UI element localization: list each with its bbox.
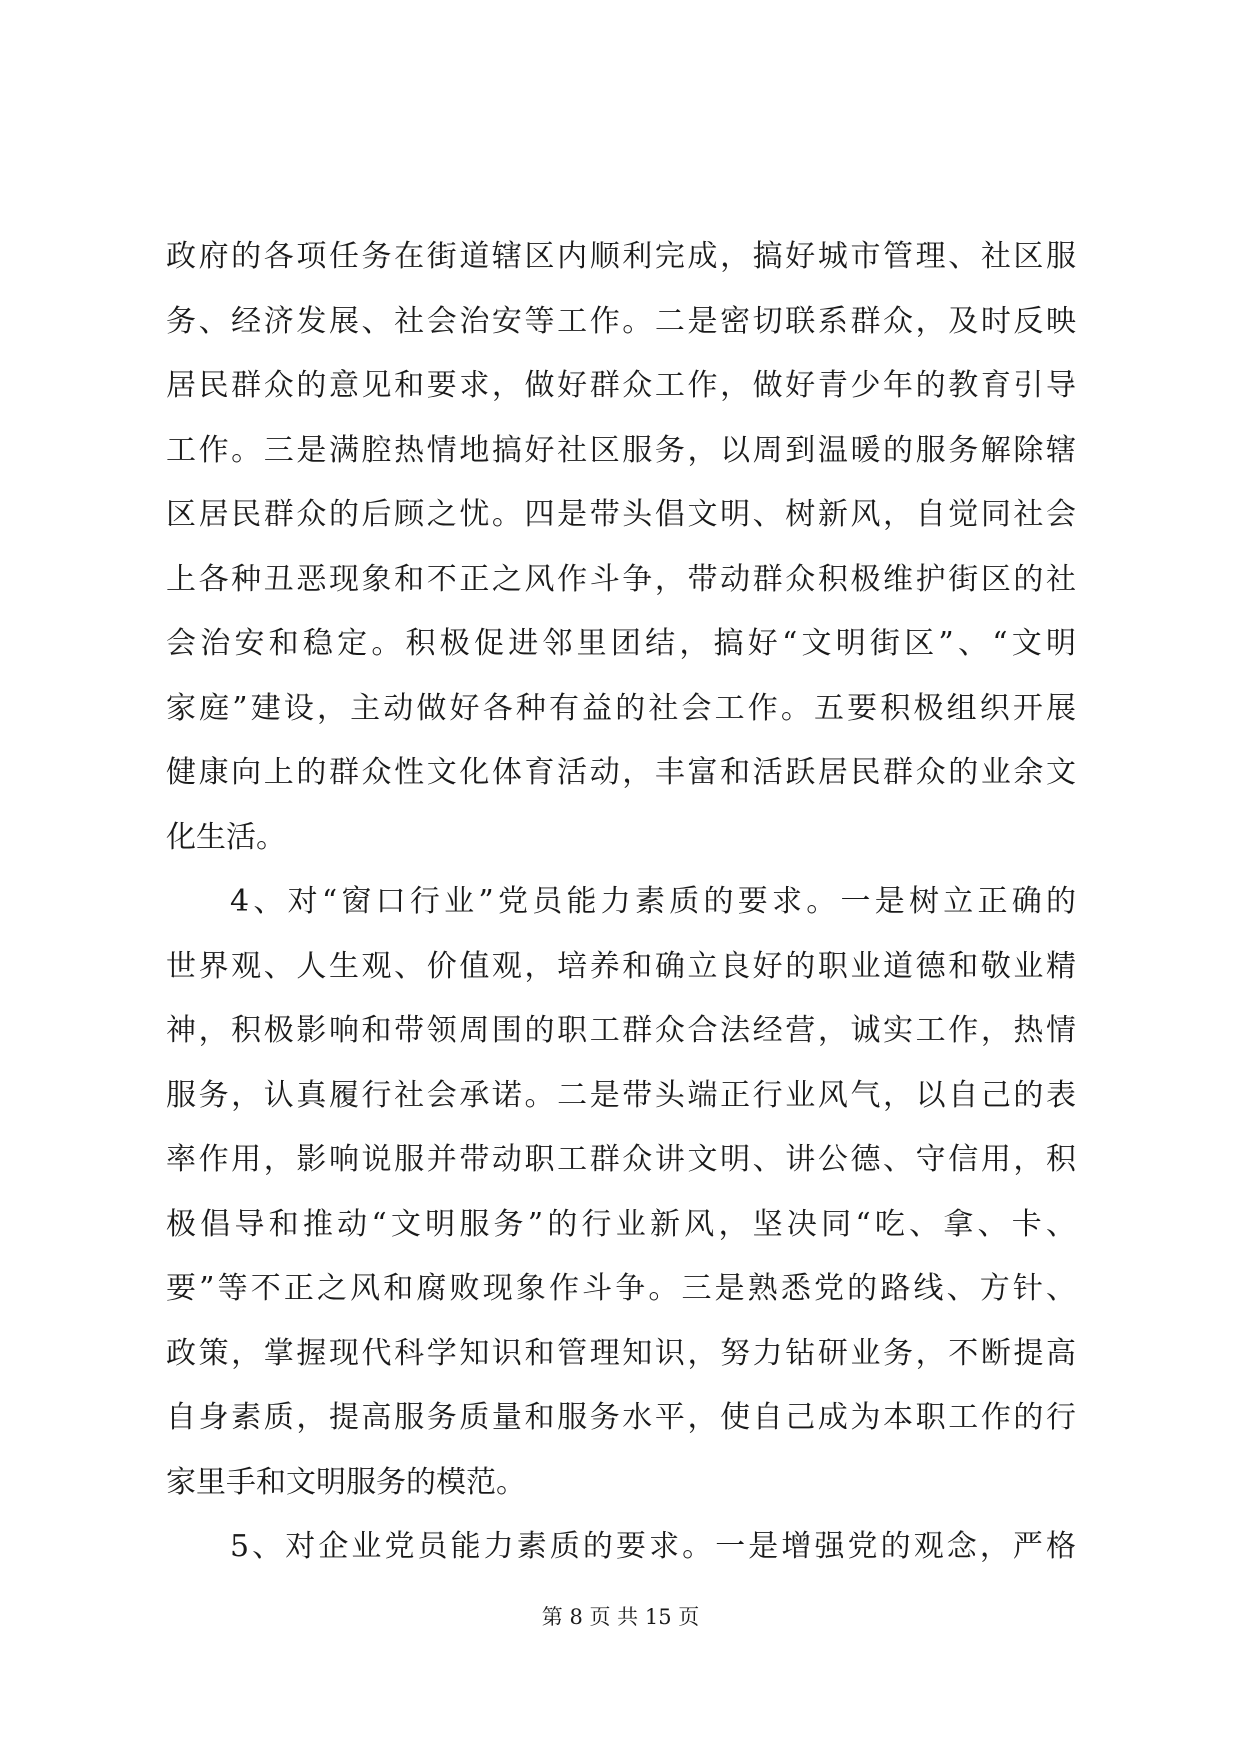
text-line: 率作用，影响说服并带动职工群众讲文明、讲公德、守信用，积 (166, 1142, 1076, 1177)
text-line: 工作。三是满腔热情地搞好社区服务，以周到温暖的服务解除辖 (166, 432, 1076, 468)
text-line: 神，积极影响和带领周围的职工群众合法经营，诚实工作，热情 (166, 1013, 1076, 1048)
text-line: 区居民群众的后顾之忧。四是带头倡文明、树新风，自觉同社会 (166, 497, 1076, 532)
text-line: 家庭”建设，主动做好各种有益的社会工作。五要积极组织开展 (166, 690, 1076, 726)
text-line: 化生活。 (166, 819, 286, 855)
text-line: 要”等不正之风和腐败现象作斗争。三是熟悉党的路线、方针、 (166, 1271, 1076, 1306)
text-line: 服务，认真履行社会承诺。二是带头端正行业风气，以自己的表 (166, 1077, 1076, 1113)
text-line: 健康向上的群众性文化体育活动，丰富和活跃居民群众的业余文 (166, 755, 1076, 790)
text-line: 自身素质，提高服务质量和服务水平，使自己成为本职工作的行 (166, 1400, 1076, 1435)
text-line: 4、对“窗口行业”党员能力素质的要求。一是树立正确的 (230, 884, 1076, 919)
document-body (166, 225, 1076, 1580)
text-line: 极倡导和推动“文明服务”的行业新风，坚决同“吃、拿、卡、 (166, 1206, 1076, 1242)
text-line: 会治安和稳定。积极促进邻里团结，搞好“文明街区”、“文明 (166, 626, 1076, 661)
text-line: 务、经济发展、社会治安等工作。二是密切联系群众，及时反映 (166, 303, 1076, 339)
page-number-footer: 第 8 页 共 15 页 (541, 1605, 700, 1629)
text-line: 居民群众的意见和要求，做好群众工作，做好青少年的教育引导 (166, 368, 1076, 403)
text-line: 家里手和文明服务的模范。 (166, 1464, 526, 1500)
text-line: 政策，掌握现代科学知识和管理知识，努力钻研业务，不断提高 (166, 1335, 1076, 1371)
text-line: 上各种丑恶现象和不正之风作斗争，带动群众积极维护街区的社 (166, 561, 1076, 597)
text-line: 政府的各项任务在街道辖区内顺利完成，搞好城市管理、社区服 (166, 239, 1076, 274)
text-line: 5、对企业党员能力素质的要求。一是增强党的观念，严格 (230, 1529, 1076, 1564)
text-line: 世界观、人生观、价值观，培养和确立良好的职业道德和敬业精 (166, 948, 1076, 984)
